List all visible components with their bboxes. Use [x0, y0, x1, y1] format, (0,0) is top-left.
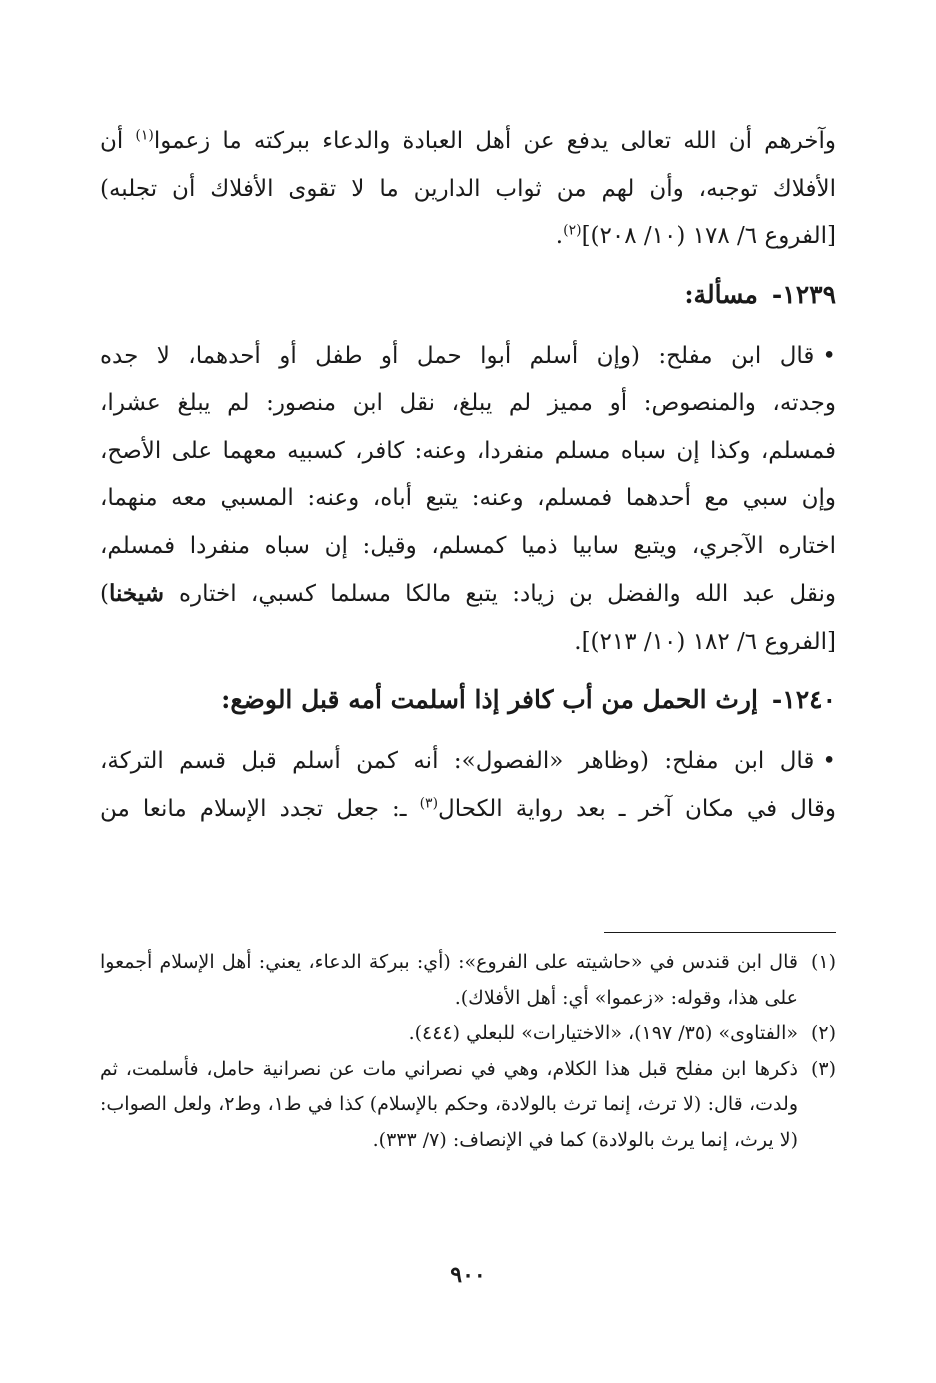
paragraph-3 [100, 738, 836, 833]
footnote-mark: (٣) [810, 1057, 836, 1080]
footnote-mark: (١) [810, 951, 836, 973]
text-line [100, 786, 836, 834]
text-span: ـ: جعل تجدد الإسلام مانعا من [100, 795, 420, 822]
text-span: أن [100, 128, 136, 154]
footnote-mark: (٢) [810, 1022, 836, 1044]
text-span: ) [100, 581, 109, 607]
citation: [الفروع ٦/ ١٧٨ (١٠/ ٢٠٨)] [581, 223, 836, 249]
paragraph-2 [100, 333, 836, 667]
text-line [100, 333, 836, 381]
paragraph-1 [100, 118, 836, 261]
section-title: مسألة: [684, 279, 758, 309]
text-line [100, 213, 836, 261]
text-line [100, 118, 836, 166]
text-line [100, 738, 836, 786]
text-line: اختاره الآجري، ويتبع سابيا ذميا كمسلم، وقيل: إن سباه منفردا فمسلم، [100, 532, 836, 559]
text-span: وقال في مكان آخر ـ بعد رواية الكحال [438, 795, 836, 822]
footnote-divider [604, 932, 836, 933]
section-heading-1240 [100, 680, 836, 720]
footnote-text: ذكرها ابن مفلح قبل هذا الكلام، وهي في نصراني مات عن نصرانية حامل، فأسلمت، ثم ولدت، قال: (لا ترث، إنما ترث بالولادة، وحكم بالإسلام) كذا في ط١، وط٢، ولعل الصواب: (لا يرث، إنما يرث بالولادة) كما في الإنصاف: (٧/ ٣٣٣). [100, 1057, 798, 1151]
section-heading-1239 [100, 275, 836, 315]
footnote-ref-1[interactable]: (١) [135, 127, 154, 144]
section-title: إرث الحمل من أب كافر إذا أسلمت أمه قبل الوضع: [221, 685, 758, 714]
bullet-icon: • [822, 748, 836, 774]
text-span: . [555, 223, 564, 249]
main-text [100, 118, 836, 833]
text-line: الأفلاك توجبه، وأن لهم من ثواب الدارين ما لا تقوى الأفلاك أن تجلبه) [100, 175, 836, 202]
footnotes [100, 945, 836, 1158]
text-line [100, 570, 836, 619]
citation: [الفروع ٦/ ١٨٢ (١٠/ ٢١٣)]. [574, 628, 836, 655]
text-span: قال ابن مفلح: (وإن أسلم أبوا حمل أو طفل أو أحدهما، لا جده [100, 342, 815, 369]
section-number: ١٢٣٩- [771, 279, 836, 309]
footnote-text: «الفتاوى» (٣٥/ ١٩٧)، «الاختيارات» للبعلي (٤٤٤). [408, 1022, 798, 1044]
text-line: وجدته، والمنصوص: أو مميز لم يبلغ، نقل ابن منصور: لم يبلغ عشرا، [100, 390, 836, 416]
text-span: وآخرهم أن الله تعالى يدفع عن أهل العبادة والدعاء ببركته ما زعموا [153, 128, 837, 154]
footnote-3 [100, 1052, 836, 1159]
section-number: ١٢٤٠- [771, 685, 836, 714]
bullet-icon: • [822, 342, 836, 369]
bold-term: شيخنا [108, 580, 179, 607]
text-span: ونقل عبد الله والفضل بن زياد: يتبع مالكا مسلما كسبي، اختاره [178, 581, 836, 607]
text-line: فمسلم، وكذا إن سباه مسلم منفردا، وعنه: كافر، كسبيه معهما على الأصح، [100, 437, 836, 464]
footnote-2 [100, 1016, 836, 1052]
footnote-ref-2[interactable]: (٢) [563, 222, 582, 239]
text-line: وإن سبي مع أحدهما فمسلم، وعنه: يتبع أباه، وعنه: المسبي معه منهما، [100, 485, 836, 511]
footnote-text: قال ابن قندس في «حاشيته على الفروع»: (أي: ببركة الدعاء، يعني: أهل الإسلام أجمعوا على هذا، وقوله: «زعموا» أي: أهل الأفلاك). [100, 951, 798, 1009]
footnote-1 [100, 945, 836, 1016]
footnote-ref-3[interactable]: (٣) [419, 794, 439, 811]
text-span: قال ابن مفلح: (وظاهر «الفصول»: أنه كمن أسلم قبل قسم التركة، [100, 748, 815, 774]
page-number: ٩٠٠ [450, 1262, 486, 1288]
